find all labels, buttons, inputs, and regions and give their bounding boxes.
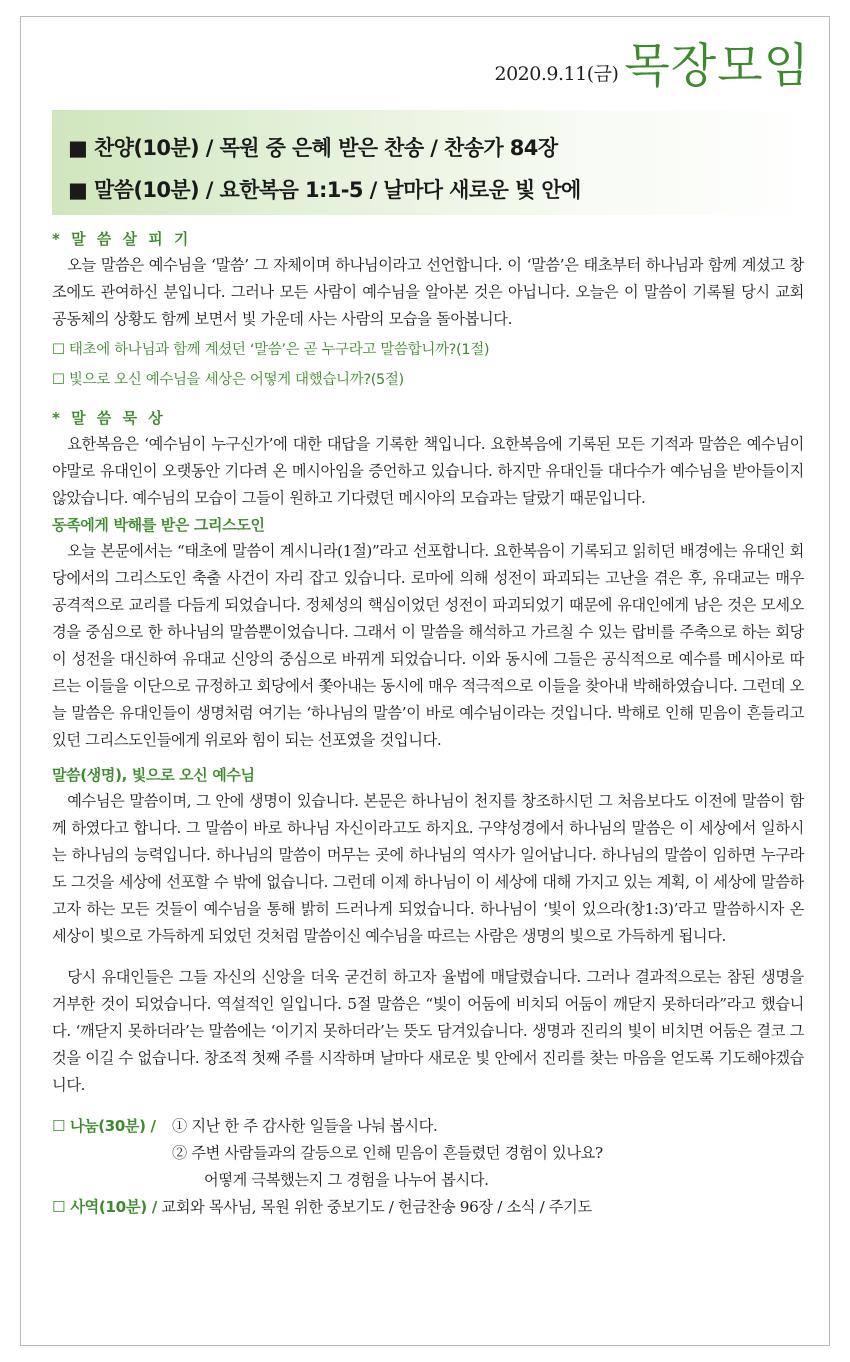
sharing-label: ☐ 나눔(30분) / (52, 1117, 156, 1135)
sharing-block (52, 1113, 804, 1194)
page-title: 목장모임 (624, 39, 810, 94)
word-line: ■ 말씀(10분) / 요한복음 1:1-5 / 날마다 새로운 빛 안에 (68, 178, 581, 202)
section-heading-look: * 말 씀 살 피 기 (52, 230, 192, 248)
sharing-items (172, 1113, 804, 1194)
question-2: ☐ 빛으로 오신 예수님을 세상은 어떻게 대했습니까?(5절) (52, 372, 404, 388)
persecuted-paragraph: 오늘 본문에서는 “태초에 말씀이 계시니라(1절)”라고 선포합니다. 요한복음이 기록되고 읽히던 배경에는 유대인 회당에서의 그리스도인 축출 사건이 자리 잡고 있습니다. 로마에 의해 성전이 파괴되는 고난을 겪은 후, 유대교는 매우 공격적으로 교리를 다듬게 되었습니다. 정체성의 핵심이었던 성전이 파괴되었기 때문에 유대인에게 남은 것은 모세오경을 중심으로 한 하나님의 말씀뿐이었습니다. 그래서 이 말씀을 해석하고 가르칠 수 있는 랍비를 주축으로 하는 회당이 성전을 대신하여 유대교 신앙의 중심으로 바뀌게 되었습니다. 이와 동시에 그들은 공식적으로 예수를 메시아로 따르는 이들을 이단으로 규정하고 회당에서 쫓아내는 동시에 매우 적극적으로 이들을 찾아내 박해하였습니다. 그런데 오늘 말씀은 유대인들이 생명처럼 여기는 ‘하나님의 말씀’이 바로 예수님이라는 것입니다. 박해로 인해 믿음이 흔들리고 있던 그리스도인들에게 위로와 힘이 되는 선포였을 것입니다. (52, 542, 804, 749)
sharing-item-2: ② 주변 사람들과의 갈등으로 인해 믿음이 흔들렸던 경험이 있나요? (172, 1144, 603, 1162)
meditate-paragraph: 요한복음은 ‘예수님이 누구신가’에 대한 대답을 기록한 책입니다. 요한복음에 기록된 모든 기적과 말씀은 예수님이야말로 유대인이 오랫동안 기다려 온 메시아임을 증언하고 있습니다. 하지만 유대인들 대다수가 예수님을 받아들이지 않았습니다. 예수님의 모습이 그들이 원하고 기다렸던 메시아의 모습과는 달랐기 때문입니다. (52, 435, 804, 507)
section-heading-persecuted: 동족에게 박해를 받은 그리스도인 (52, 516, 265, 534)
light-paragraph-1: 예수님은 말씀이며, 그 안에 생명이 있습니다. 본문은 하나님이 천지를 창조하시던 그 처음보다도 이전에 말씀이 함께 하였다고 합니다. 그 말씀이 바로 하나님 자신이라고도 하지요. 구약성경에서 하나님의 말씀은 이 세상에서 일하시는 하나님의 능력입니다. 하나님의 말씀이 머무는 곳에 하나님의 역사가 일어납니다. 하나님의 말씀이 임하면 누구라도 그것을 세상에 선포할 수 밖에 없습니다. 그런데 이제 하나님이 이 세상에 대해 가지고 있는 계획, 이 세상에 말씀하고자 하는 모든 것들이 예수님을 통해 밝히 드러나게 되었습니다. 하나님이 ‘빛이 있으라(창1:3)’라고 말씀하시자 온 세상이 빛으로 가득하게 되었던 것처럼 말씀이신 예수님을 따르는 사람은 생명의 빛으로 가득하게 됩니다. (52, 792, 804, 945)
ministry-line (52, 1194, 804, 1221)
meeting-date: 2020.9.11(금) (494, 63, 619, 85)
ministry-label: ☐ 사역(10분) / (52, 1198, 157, 1216)
sharing-item-1: ① 지난 한 주 감사한 일들을 나눠 봅시다. (172, 1117, 438, 1135)
section-heading-meditate: * 말 씀 묵 상 (52, 409, 166, 427)
section-heading-light: 말씀(생명), 빛으로 오신 예수님 (52, 766, 255, 784)
look-paragraph: 오늘 말씀은 예수님을 ‘말씀’ 그 자체이며 하나님이라고 선언합니다. 이 ‘말씀’은 태초부터 하나님과 함께 계셨고 창조에도 관여하신 분입니다. 그러나 모든 사람이 예수님을 알아본 것은 아닙니다. 오늘은 이 말씀이 기록될 당시 교회 공동체의 상황도 함께 보면서 빛 가운데 사는 사람의 모습을 돌아봅니다. (52, 256, 804, 328)
sharing-item-2-continued: 어떻게 극복했는지 그 경험을 나누어 봅시다. (204, 1171, 489, 1189)
page-header (495, 24, 811, 96)
praise-line: ■ 찬양(10분) / 목원 중 은혜 받은 찬송 / 찬송가 84장 (68, 136, 558, 160)
ministry-text: 교회와 목사님, 목원 위한 중보기도 / 헌금찬송 96장 / 소식 / 주기도 (161, 1198, 592, 1216)
light-paragraph-2: 당시 유대인들은 그들 자신의 신앙을 더욱 굳건히 하고자 율법에 매달렸습니다. 그러나 결과적으로는 참된 생명을 거부한 것이 되었습니다. 역설적인 일입니다. 5절 말씀은 “빛이 어둠에 비치되 어둠이 깨닫지 못하더라”라고 했습니다. ‘깨닫지 못하더라’는 말씀에는 ‘이기지 못하더라’는 뜻도 담겨있습니다. 생명과 진리의 빛이 비치면 어둠은 결코 그것을 이길 수 없습니다. 창조적 첫째 주를 시작하며 날마다 새로운 빛 안에서 진리를 찾는 마음을 얻도록 기도해야겠습니다. (52, 968, 804, 1094)
main-content (52, 226, 804, 1221)
question-1: ☐ 태초에 하나님과 함께 계셨던 ‘말씀’은 곧 누구라고 말씀합니까?(1절) (52, 342, 490, 358)
program-band (52, 110, 812, 215)
